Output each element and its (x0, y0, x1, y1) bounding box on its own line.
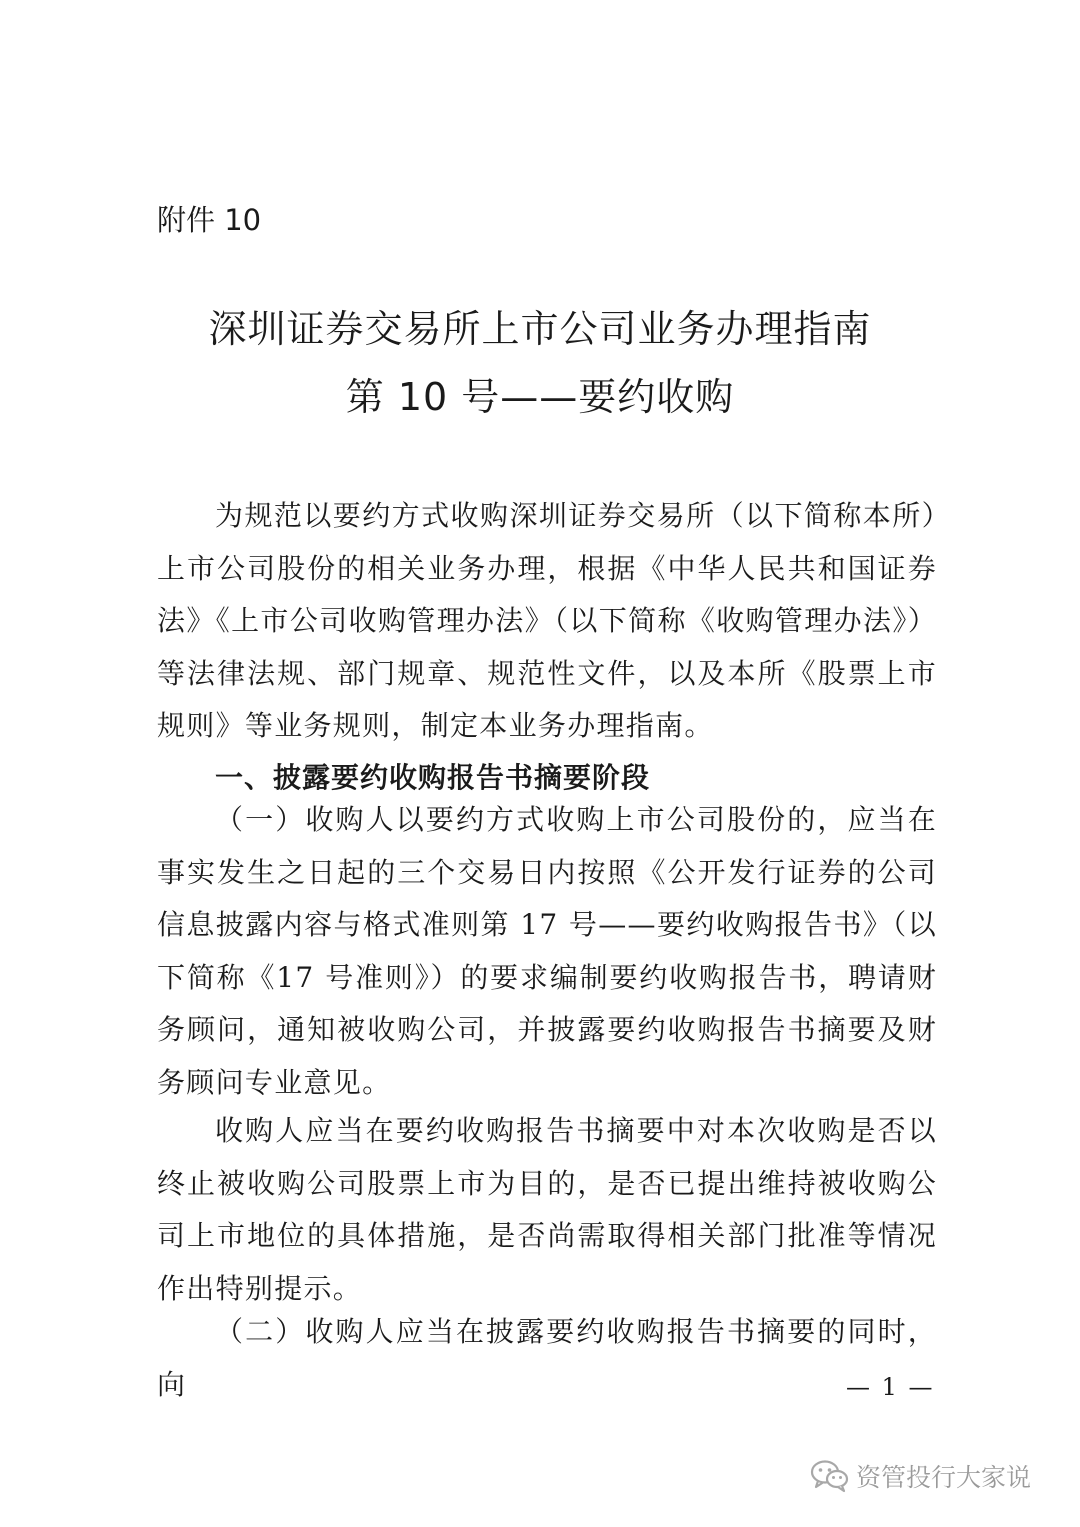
document-title-line2: 第 10 号——要约收购 (345, 375, 735, 419)
document-title-line1: 深圳证券交易所上市公司业务办理指南 (208, 307, 872, 351)
paragraph-item-2: （二）收购人应当在披露要约收购报告书摘要的同时，向 (157, 1315, 937, 1401)
page-number: — 1 — (846, 1373, 935, 1401)
watermark (810, 1458, 1031, 1494)
section-heading-1: 一、披露要约收购报告书摘要阶段 (215, 761, 651, 794)
paragraph-item-1-continued: 收购人应当在要约收购报告书摘要中对本次收购是否以终止被收购公司股票上市为目的，是否已提出维持被收购公司上市地位的具体措施，是否尚需取得相关部门批准等情况作出特别提示。 (157, 1114, 937, 1305)
annex-label: 附件 10 (157, 203, 262, 237)
intro-paragraph: 为规范以要约方式收购深圳证券交易所（以下简称本所）上市公司股份的相关业务办理，根据《中华人民共和国证券法》《上市公司收购管理办法》（以下简称《收购管理办法》）等法律法规、部门规章、规范性文件，以及本所《股票上市规则》等业务规则，制定本业务办理指南。 (157, 499, 937, 742)
wechat-icon (810, 1459, 850, 1493)
paragraph-item-1: （一）收购人以要约方式收购上市公司股份的，应当在事实发生之日起的三个交易日内按照《公开发行证券的公司信息披露内容与格式准则第 17 号——要约收购报告书》（以下简称《17 号准则》）的要求编制要约收购报告书，聘请财务顾问，通知被收购公司，并披露要约收购报告书摘要及财务顾问专业意见。 (157, 803, 937, 1099)
watermark-text: 资管投行大家说 (856, 1463, 1032, 1492)
